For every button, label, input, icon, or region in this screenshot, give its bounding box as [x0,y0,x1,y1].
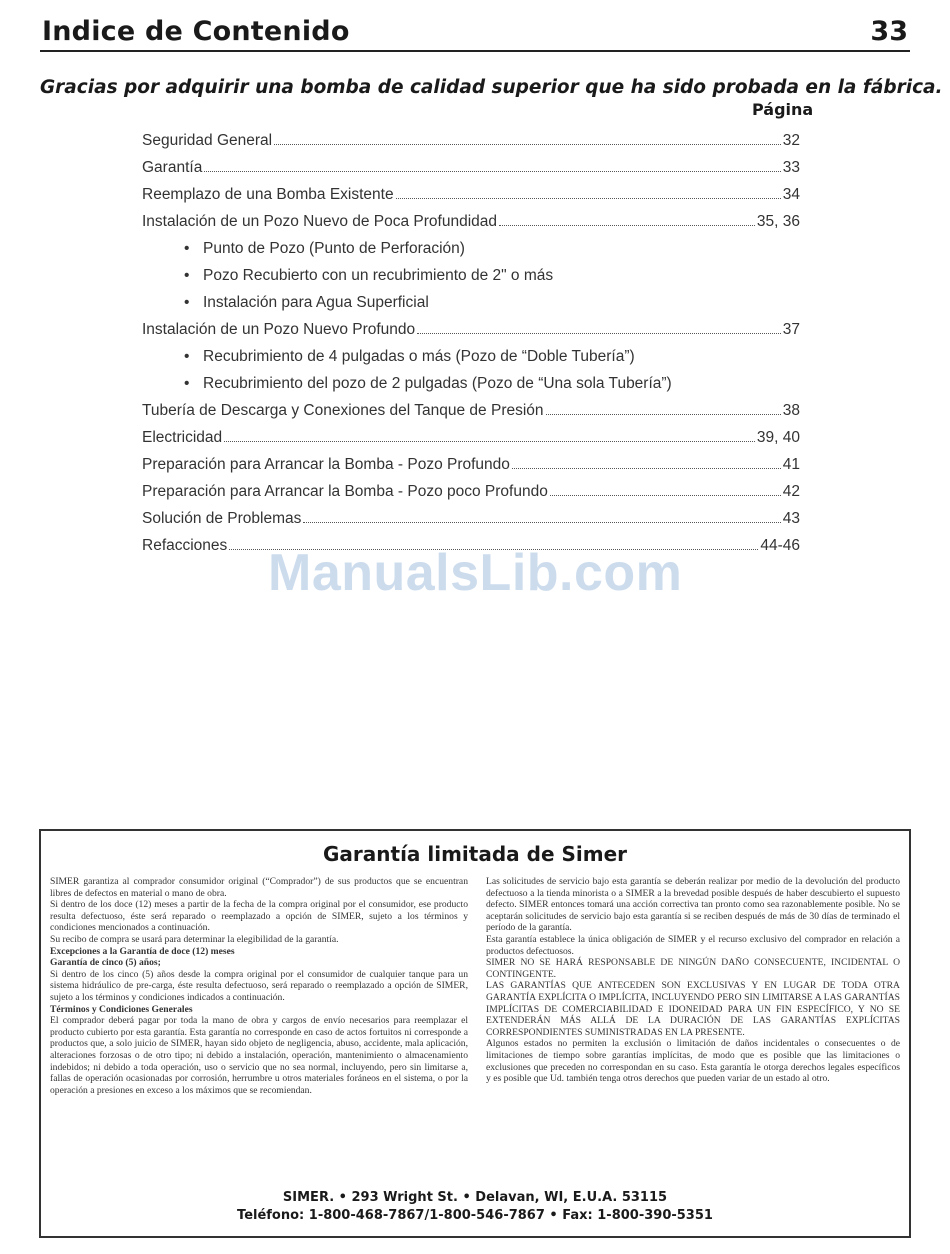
warranty-left-column [50,876,468,1096]
dot-leader [274,132,781,145]
watermark: ManualsLib.com [268,544,683,602]
toc-subitem [142,375,800,402]
toc-subitem [142,294,800,321]
dot-leader [417,321,781,334]
toc-label: Preparación para Arrancar la Bomba - Pozo Profundo [142,456,510,473]
bullet-icon: • [184,267,190,284]
toc-label: Tubería de Descarga y Conexiones del Tanque de Presión [142,402,544,419]
toc-page-number: 42 [782,483,800,500]
warranty-right-column [486,876,900,1085]
toc-subitem [142,348,800,375]
toc-label: Recubrimiento de 4 pulgadas o más (Pozo de “Doble Tubería”) [203,348,635,365]
dot-leader [512,456,781,469]
toc-page-number: 38 [782,402,800,419]
toc-subitem [142,267,800,294]
toc-label: Punto de Pozo (Punto de Perforación) [203,240,465,257]
toc-item [142,132,800,159]
dot-leader [550,483,781,496]
toc-item [142,159,800,186]
toc-item [142,456,800,483]
bullet-icon: • [184,294,190,311]
warranty-paragraph: LAS GARANTÍAS QUE ANTECEDEN SON EXCLUSIVAS Y EN LUGAR DE TODA OTRA GARANTÍA EXPLÍCITA O IMPLÍCITA, INCLUYENDO PERO SIN LIMITARSE A LAS GARANTÍAS IMPLÍCITAS DE COMERCIABILIDAD E IDONEIDAD PARA UN FIN ESPECÍFICO, Y NO SE EXTENDERÁN MÁS ALLÁ DE LA DURACIÓN DE LAS GARANTÍAS EXPLÍCITAS CORRESPONDIENTES SUMINISTRADAS EN LA PRESENTE. [486,980,900,1038]
toc-page-number: 44-46 [760,537,800,554]
toc-page-number: 32 [782,132,800,149]
dot-leader [204,159,780,172]
toc-subitem [142,240,800,267]
company-phone: Teléfono: 1-800-468-7867/1-800-546-7867 • Fax: 1-800-390-5351 [237,1208,713,1223]
table-of-contents [142,132,800,564]
warranty-paragraph: Esta garantía establece la única obligación de SIMER y el recurso exclusivo del comprador en relación a productos defectuosos. [486,933,900,957]
toc-label: Electricidad [142,429,223,446]
toc-label: Refacciones [142,537,228,554]
bullet-icon: • [184,375,190,392]
toc-item [142,510,800,537]
dot-leader [499,213,755,226]
toc-page-number: 34 [782,186,800,203]
warranty-paragraph: SIMER NO SE HARÁ RESPONSABLE DE NINGÚN DAÑO CONSECUENTE, INCIDENTAL O CONTINGENTE. [486,957,900,980]
toc-page-number: 37 [782,321,800,338]
bullet-icon: • [184,348,190,365]
page-title: Indice de Contenido [42,16,350,47]
warranty-box [39,829,911,1238]
dot-leader [396,186,781,199]
toc-label: Solución de Problemas [142,510,302,527]
warranty-paragraph: Su recibo de compra se usará para determinar la elegibilidad de la garantía. [50,933,339,945]
warranty-paragraph: Las solicitudes de servicio bajo esta garantía se deberán realizar por medio de la devolución del producto defectuoso a la tienda minorista o a SIMER a la brevedad posible después de haber descubierto el supuesto defecto. SIMER entonces tomará una acción correctiva tan pronto como sea razonablemente posible. No se aceptarán solicitudes de servicio bajo esta garantía si se reciben después de más de 30 días de terminado el período de la garantía. [486,876,900,934]
toc-item [142,321,800,348]
dot-leader [546,402,781,415]
warranty-subheading: Términos y Condiciones Generales [50,1003,193,1015]
toc-item [142,402,800,429]
toc-label: Reemplazo de una Bomba Existente [142,186,394,203]
toc-label: Seguridad General [142,132,273,149]
dot-leader [303,510,780,523]
toc-page-number: 35, 36 [756,213,800,230]
dot-leader [224,429,755,442]
warranty-paragraph: El comprador deberá pagar por toda la mano de obra y cargos de envío necesarios para reemplazar el producto cubierto por esta garantía. Esta garantía no corresponde en caso de actos fortuitos ni corresponde a productos que, a solo juicio de SIMER, hayan sido objeto de negligencia, abuso, accidente, mala aplicación, alteraciones forzosas o de otro tipo; ni debido a instalación, operación, mantenimiento o almacenamiento indebidos; ni debido a toda operación, uso o servicio que no sea normal, incluyendo, pero sin limitarse a, fallas de operación ocasionadas por corrosión, herrumbre u otros materiales foráneos en el sistema, o por la operación a presiones en exceso a los máximos que se recomiendan. [50,1015,468,1096]
warranty-subheading: Excepciones a la Garantía de doce (12) meses [50,945,235,957]
intro-text: Gracias por adquirir una bomba de calidad superior que ha sido probada en la fábrica. [40,77,943,98]
toc-label: Instalación de un Pozo Nuevo Profundo [142,321,416,338]
toc-label: Pozo Recubierto con un recubrimiento de 2" o más [203,267,554,284]
warranty-subheading: Garantía de cinco (5) años; [50,957,161,969]
toc-page-number: 33 [782,159,800,176]
company-address: SIMER. • 293 Wright St. • Delavan, WI, E.U.A. 53115 [282,1190,668,1205]
toc-page-number: 43 [782,510,800,527]
toc-page-number: 41 [782,456,800,473]
toc-page-number: 39, 40 [756,429,800,446]
warranty-paragraph: Si dentro de los cinco (5) años desde la compra original por el consumidor de cualquier tanque para un sistema hidráulico de pre-carga, éste resulta defectuoso, será reparado o reemplazado a opción de SIMER, sujeto a los términos y condiciones indicados a continuación. [50,968,468,1003]
toc-label: Instalación de un Pozo Nuevo de Poca Profundidad [142,213,498,230]
toc-item [142,186,800,213]
warranty-paragraph: Si dentro de los doce (12) meses a partir de la fecha de la compra original por el consumidor, ese producto resulta defectuoso, éste será reparado o reemplazado a opción de SIMER, sujeto a los términos y condiciones mencionados a continuación. [50,899,468,934]
toc-item [142,483,800,510]
toc-label: Instalación para Agua Superficial [203,294,429,311]
toc-label: Garantía [142,159,203,176]
bullet-icon: • [184,240,190,257]
toc-item [142,429,800,456]
page-column-label: Página [752,100,814,119]
toc-label: Recubrimiento del pozo de 2 pulgadas (Pozo de “Una sola Tubería”) [203,375,672,392]
toc-item [142,213,800,240]
toc-label: Preparación para Arrancar la Bomba - Pozo poco Profundo [142,483,548,500]
warranty-title: Garantía limitada de Simer [323,842,627,866]
warranty-paragraph: Algunos estados no permiten la exclusión o limitación de daños incidentales o consecuentes o de limitaciones de tiempo sobre garantías implícitas, de modo que es posible que las limitaciones o exclusiones que preceden no correspondan en su caso. Esta garantía le otorga derechos legales específicos y es posible que Ud. también tenga otros derechos que pueden variar de un estado al otro. [486,1038,900,1085]
warranty-paragraph: SIMER garantiza al comprador consumidor original (“Comprador”) de sus productos que se encuentran libres de defectos en material o mano de obra. [50,876,468,899]
page-header [40,14,910,52]
page-number: 33 [870,16,908,47]
